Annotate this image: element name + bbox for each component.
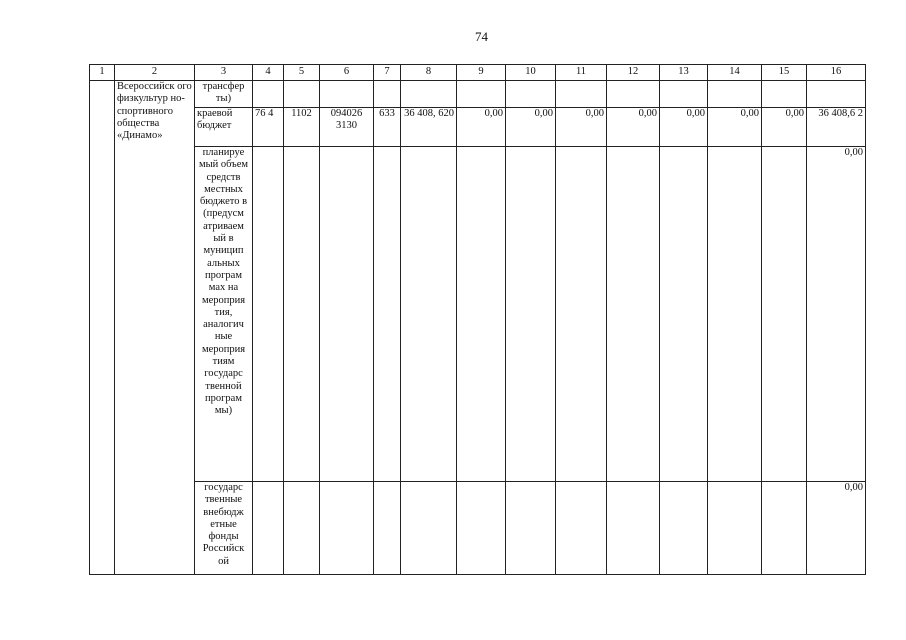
column-number: 7 xyxy=(374,65,401,81)
table-cell xyxy=(253,482,284,575)
budget-table xyxy=(89,64,866,575)
gr-code-cell: 76 4 xyxy=(253,108,284,147)
funding-source-cell: планируе мый объем средств местных бюджето в (предусм атриваем ый в муницип альных програм мах на мероприя тия, аналогич ные мероприя тиям государс твенной програм мы) xyxy=(195,147,253,482)
column-number: 1 xyxy=(90,65,115,81)
table-cell xyxy=(660,81,708,108)
column-number: 5 xyxy=(284,65,320,81)
table-cell xyxy=(320,147,374,482)
column-number: 2 xyxy=(115,65,195,81)
table-cell xyxy=(762,482,807,575)
table-cell xyxy=(506,482,556,575)
table-cell xyxy=(253,147,284,482)
table-row xyxy=(90,147,866,482)
column-number: 9 xyxy=(457,65,506,81)
table-cell xyxy=(401,482,457,575)
table-cell xyxy=(607,482,660,575)
amount-cell: 0,00 xyxy=(762,108,807,147)
amount-cell: 0,00 xyxy=(457,108,506,147)
column-number: 14 xyxy=(708,65,762,81)
table-cell xyxy=(607,147,660,482)
amount-cell: 0,00 xyxy=(660,108,708,147)
table-cell xyxy=(708,81,762,108)
total-amount-cell: 0,00 xyxy=(807,147,866,482)
table-cell xyxy=(506,147,556,482)
amount-cell: 0,00 xyxy=(556,108,607,147)
table-cell xyxy=(660,147,708,482)
funding-source-cell: государс твенные внебюдж етные фонды Российск ой xyxy=(195,482,253,575)
funding-source-cell: трансфер ты) xyxy=(195,81,253,108)
column-number: 8 xyxy=(401,65,457,81)
column-number: 11 xyxy=(556,65,607,81)
table-cell xyxy=(374,81,401,108)
table-cell xyxy=(708,147,762,482)
table-cell xyxy=(284,482,320,575)
organization-name-cell: Всероссийск ого физкультур но- спортивного общества «Динамо» xyxy=(115,81,195,575)
table-cell xyxy=(660,482,708,575)
column-number: 13 xyxy=(660,65,708,81)
table-cell xyxy=(320,81,374,108)
table-cell xyxy=(401,147,457,482)
column-number: 3 xyxy=(195,65,253,81)
table-cell xyxy=(457,81,506,108)
table-cell xyxy=(556,482,607,575)
target-article-cell: 094026 3130 xyxy=(320,108,374,147)
column-number: 15 xyxy=(762,65,807,81)
table-cell xyxy=(506,81,556,108)
funding-source-cell: краевой бюджет xyxy=(195,108,253,147)
total-amount-cell: 0,00 xyxy=(807,482,866,575)
table-cell xyxy=(401,81,457,108)
section-code-cell: 1102 xyxy=(284,108,320,147)
table-cell xyxy=(253,81,284,108)
amount-cell: 0,00 xyxy=(708,108,762,147)
table-cell xyxy=(607,81,660,108)
table-cell xyxy=(556,81,607,108)
expense-type-cell: 633 xyxy=(374,108,401,147)
table-cell xyxy=(762,81,807,108)
table-cell xyxy=(374,147,401,482)
amount-cell: 36 408, 620 xyxy=(401,108,457,147)
column-number: 6 xyxy=(320,65,374,81)
column-number: 4 xyxy=(253,65,284,81)
column-number: 16 xyxy=(807,65,866,81)
table-cell xyxy=(708,482,762,575)
table-cell xyxy=(556,147,607,482)
row-number-cell xyxy=(90,81,115,575)
table-cell xyxy=(284,81,320,108)
table-cell xyxy=(457,147,506,482)
column-number: 10 xyxy=(506,65,556,81)
column-number: 12 xyxy=(607,65,660,81)
table-row xyxy=(90,81,866,108)
amount-cell: 0,00 xyxy=(506,108,556,147)
column-number-row xyxy=(90,65,866,81)
table-row xyxy=(90,108,866,147)
table-cell xyxy=(320,482,374,575)
table-cell xyxy=(457,482,506,575)
page-number: 74 xyxy=(475,29,488,44)
table-cell xyxy=(807,81,866,108)
amount-cell: 0,00 xyxy=(607,108,660,147)
table-cell xyxy=(374,482,401,575)
table-cell xyxy=(762,147,807,482)
table-row xyxy=(90,482,866,575)
total-amount-cell: 36 408,6 2 xyxy=(807,108,866,147)
table-cell xyxy=(284,147,320,482)
